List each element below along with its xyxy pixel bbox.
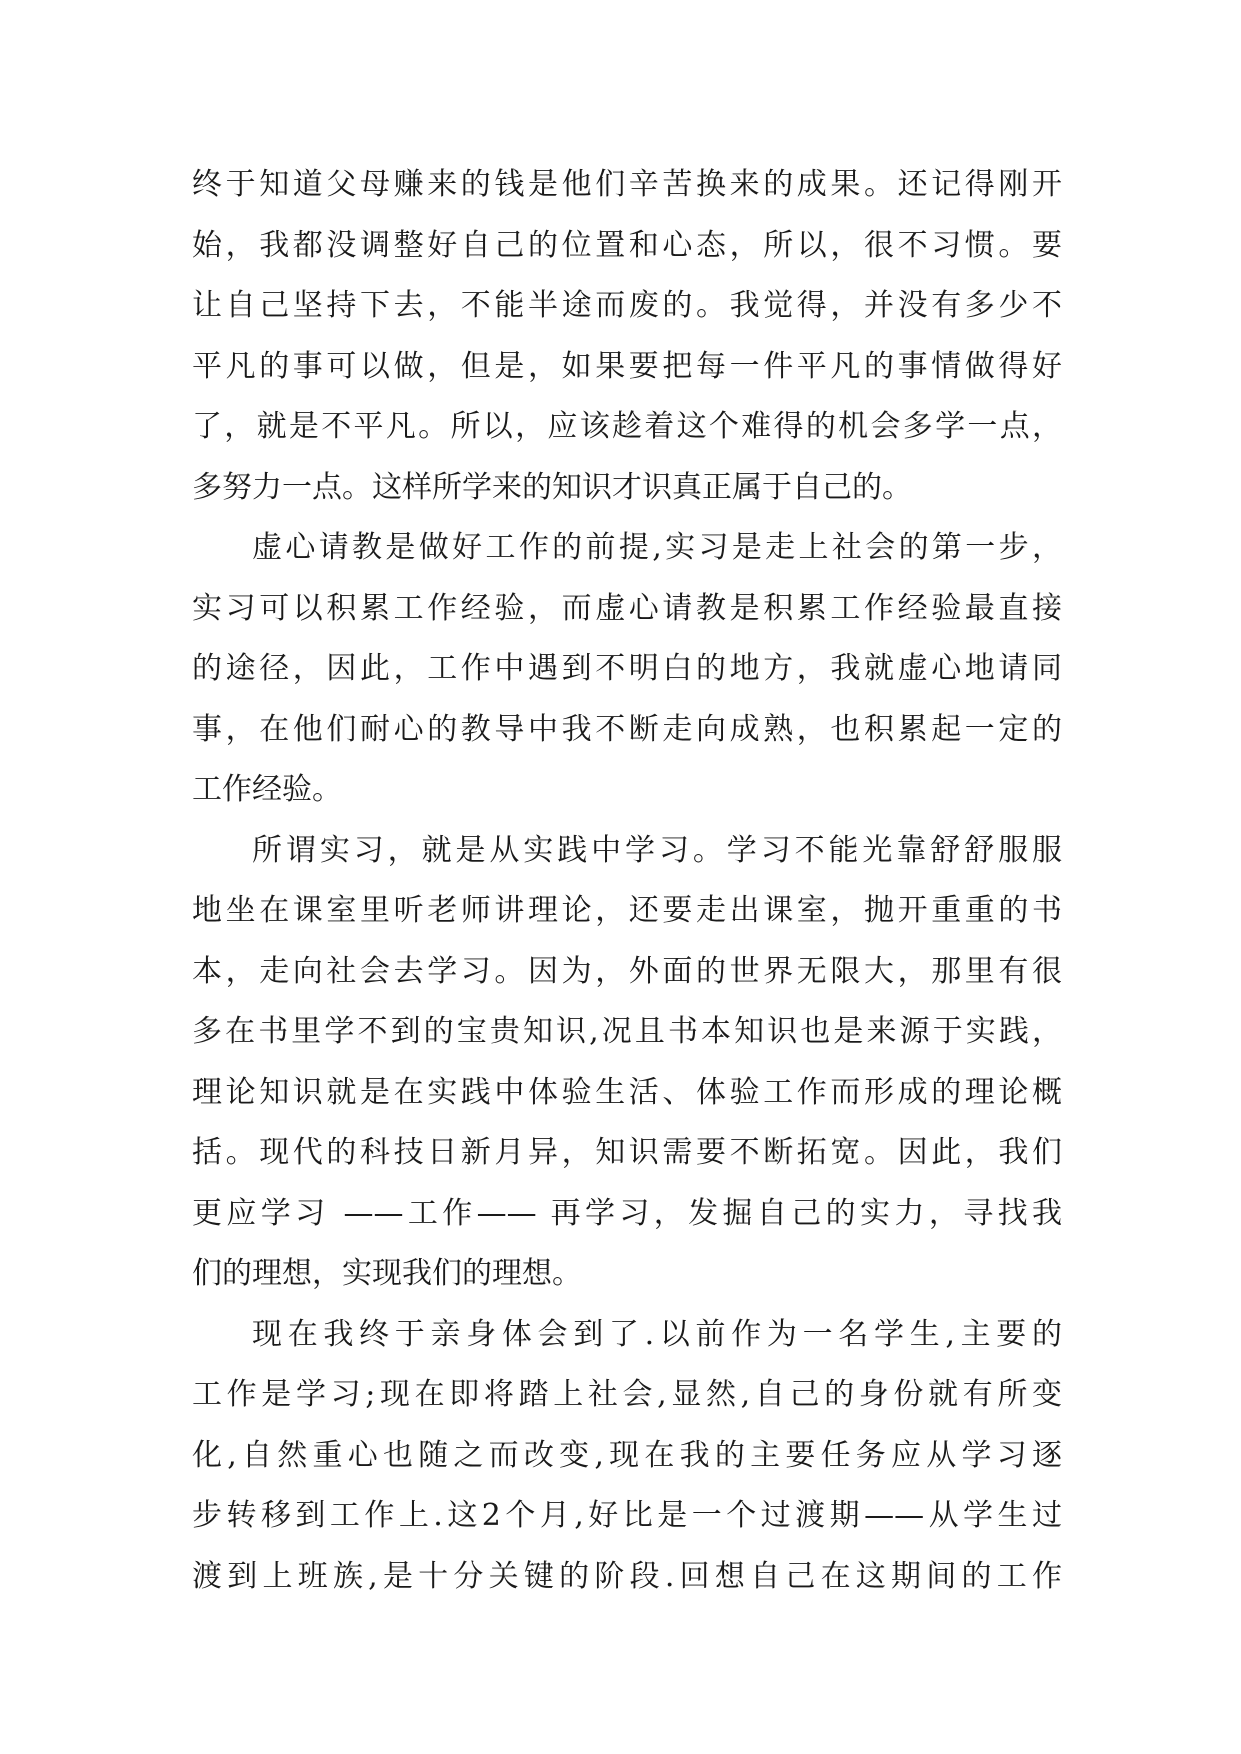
text-line: 步转移到工作上.这2个月,好比是一个过渡期——从学生过	[192, 1498, 1062, 1533]
text-line: 更应学习 ——工作—— 再学习，发掘自己的实力，寻找我	[192, 1195, 1062, 1231]
text-line: 工作经验。	[192, 772, 342, 807]
text-line: 工作是学习;现在即将踏上社会,显然,自己的身份就有所变	[192, 1377, 1062, 1412]
text-line: 地坐在课室里听老师讲理论，还要走出课室，抛开重重的书	[192, 893, 1062, 928]
text-line: 本，走向社会去学习。因为，外面的世界无限大，那里有很	[192, 953, 1062, 989]
text-line: 始，我都没调整好自己的位置和心态，所以，很不习惯。要	[192, 227, 1062, 263]
body-text	[192, 155, 1062, 1607]
text-line: 们的理想，实现我们的理想。	[192, 1256, 582, 1291]
text-line: 多在书里学不到的宝贵知识,况且书本知识也是来源于实践，	[192, 1014, 1062, 1049]
text-line: 让自己坚持下去，不能半途而废的。我觉得，并没有多少不	[192, 288, 1062, 323]
text-line: 了，就是不平凡。所以，应该趁着这个难得的机会多学一点，	[192, 409, 1062, 444]
text-line: 平凡的事可以做，但是，如果要把每一件平凡的事情做得好	[192, 348, 1062, 384]
text-line: 事，在他们耐心的教导中我不断走向成熟，也积累起一定的	[192, 711, 1062, 747]
text-line: 的途径，因此，工作中遇到不明白的地方，我就虚心地请同	[192, 651, 1062, 686]
text-line: 理论知识就是在实践中体验生活、体验工作而形成的理论概	[192, 1074, 1062, 1110]
text-line: 实习可以积累工作经验，而虚心请教是积累工作经验最直接	[192, 590, 1062, 626]
text-line: 化,自然重心也随之而改变,现在我的主要任务应从学习逐	[192, 1437, 1062, 1473]
text-line: 所谓实习，就是从实践中学习。学习不能光靠舒舒服服	[252, 832, 1062, 868]
text-line: 终于知道父母赚来的钱是他们辛苦换来的成果。还记得刚开	[192, 167, 1062, 202]
text-line: 渡到上班族,是十分关键的阶段.回想自己在这期间的工作	[192, 1558, 1062, 1594]
text-line: 虚心请教是做好工作的前提,实习是走上社会的第一步，	[252, 530, 1062, 565]
text-line: 现在我终于亲身体会到了.以前作为一名学生,主要的	[252, 1316, 1062, 1352]
text-line: 括。现代的科技日新月异，知识需要不断拓宽。因此，我们	[192, 1135, 1062, 1170]
text-line: 多努力一点。这样所学来的知识才识真正属于自己的。	[192, 469, 912, 505]
